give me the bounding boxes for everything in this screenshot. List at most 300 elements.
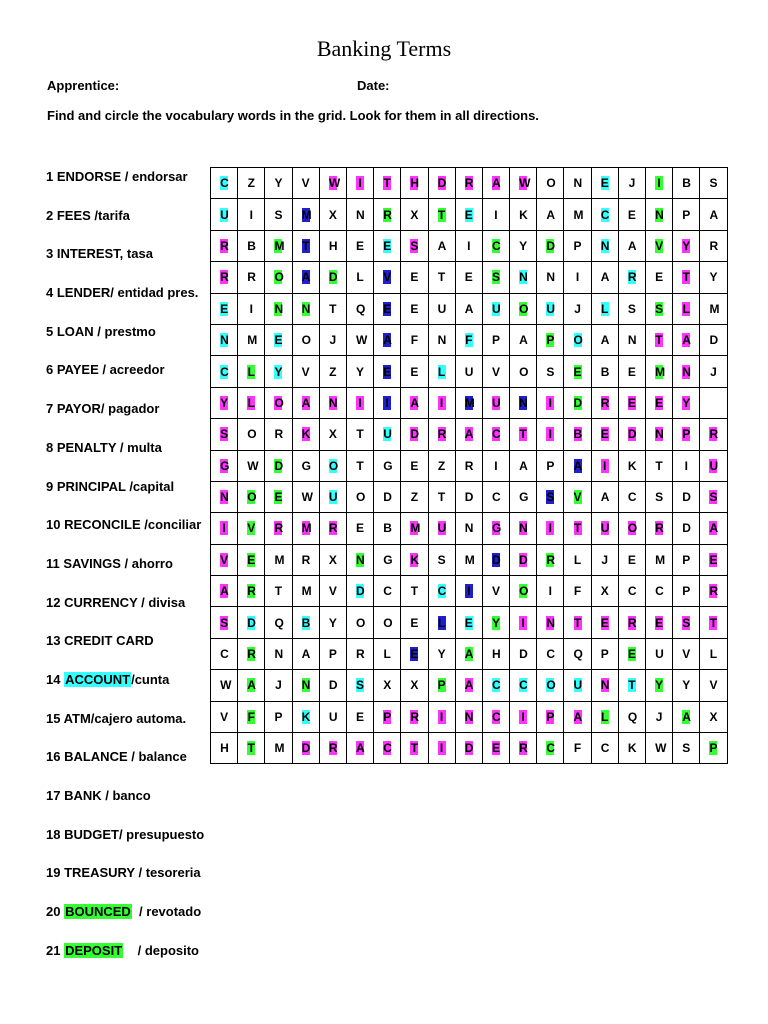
- grid-cell[interactable]: [211, 544, 238, 575]
- grid-cell[interactable]: [211, 356, 238, 387]
- grid-cell[interactable]: [292, 419, 319, 450]
- grid-cell[interactable]: [374, 670, 401, 701]
- grid-cell[interactable]: [238, 324, 265, 355]
- grid-cell[interactable]: [564, 701, 591, 732]
- grid-cell[interactable]: [564, 670, 591, 701]
- grid-cell[interactable]: [346, 576, 373, 607]
- grid-cell[interactable]: [455, 450, 482, 481]
- grid-cell[interactable]: [700, 324, 727, 355]
- grid-cell[interactable]: [401, 387, 428, 418]
- grid-cell[interactable]: [618, 670, 645, 701]
- grid-cell[interactable]: [211, 387, 238, 418]
- grid-cell[interactable]: [618, 387, 645, 418]
- grid-cell[interactable]: [211, 230, 238, 261]
- grid-cell[interactable]: [700, 356, 727, 387]
- grid-cell[interactable]: [319, 450, 346, 481]
- grid-cell[interactable]: [292, 513, 319, 544]
- grid-cell[interactable]: [591, 701, 618, 732]
- grid-cell[interactable]: [482, 450, 509, 481]
- grid-cell[interactable]: [428, 168, 455, 199]
- grid-cell[interactable]: [265, 324, 292, 355]
- grid-cell[interactable]: [537, 450, 564, 481]
- grid-cell[interactable]: [564, 733, 591, 764]
- grid-cell[interactable]: [482, 324, 509, 355]
- grid-cell[interactable]: [292, 199, 319, 230]
- grid-cell[interactable]: [564, 293, 591, 324]
- grid-cell[interactable]: [455, 670, 482, 701]
- grid-cell[interactable]: [646, 324, 673, 355]
- grid-cell[interactable]: [646, 293, 673, 324]
- grid-cell[interactable]: [292, 356, 319, 387]
- grid-cell[interactable]: [646, 387, 673, 418]
- grid-cell[interactable]: [700, 168, 727, 199]
- grid-cell[interactable]: [211, 419, 238, 450]
- grid-cell[interactable]: [510, 293, 537, 324]
- grid-cell[interactable]: [510, 638, 537, 669]
- grid-cell[interactable]: [292, 293, 319, 324]
- grid-cell[interactable]: [401, 324, 428, 355]
- grid-cell[interactable]: [482, 262, 509, 293]
- grid-cell[interactable]: [238, 356, 265, 387]
- grid-cell[interactable]: [646, 419, 673, 450]
- grid-cell[interactable]: [510, 450, 537, 481]
- grid-cell[interactable]: [482, 481, 509, 512]
- grid-cell[interactable]: [455, 701, 482, 732]
- grid-cell[interactable]: [564, 513, 591, 544]
- grid-cell[interactable]: [646, 199, 673, 230]
- grid-cell[interactable]: [455, 199, 482, 230]
- grid-cell[interactable]: [591, 544, 618, 575]
- grid-cell[interactable]: [510, 230, 537, 261]
- grid-cell[interactable]: [591, 199, 618, 230]
- grid-cell[interactable]: [319, 324, 346, 355]
- grid-cell[interactable]: [346, 262, 373, 293]
- grid-cell[interactable]: [211, 701, 238, 732]
- grid-cell[interactable]: [564, 168, 591, 199]
- grid-cell[interactable]: [673, 670, 700, 701]
- grid-cell[interactable]: [537, 387, 564, 418]
- grid-cell[interactable]: [211, 670, 238, 701]
- grid-cell[interactable]: [265, 638, 292, 669]
- grid-cell[interactable]: [292, 450, 319, 481]
- grid-cell[interactable]: [401, 576, 428, 607]
- grid-cell[interactable]: [673, 576, 700, 607]
- grid-cell[interactable]: [455, 230, 482, 261]
- grid-cell[interactable]: [265, 576, 292, 607]
- grid-cell[interactable]: [265, 544, 292, 575]
- grid-cell[interactable]: [346, 701, 373, 732]
- grid-cell[interactable]: [510, 733, 537, 764]
- grid-cell[interactable]: [265, 262, 292, 293]
- grid-cell[interactable]: [510, 701, 537, 732]
- grid-cell[interactable]: [428, 324, 455, 355]
- grid-cell[interactable]: [673, 701, 700, 732]
- grid-cell[interactable]: [510, 607, 537, 638]
- grid-cell[interactable]: [265, 701, 292, 732]
- grid-cell[interactable]: [618, 262, 645, 293]
- grid-cell[interactable]: [537, 513, 564, 544]
- grid-cell[interactable]: [673, 230, 700, 261]
- grid-cell[interactable]: [618, 701, 645, 732]
- grid-cell[interactable]: [564, 324, 591, 355]
- grid-cell[interactable]: [618, 638, 645, 669]
- grid-cell[interactable]: [401, 199, 428, 230]
- grid-cell[interactable]: [618, 513, 645, 544]
- grid-cell[interactable]: [346, 356, 373, 387]
- grid-cell[interactable]: [564, 450, 591, 481]
- grid-cell[interactable]: [673, 168, 700, 199]
- grid-cell[interactable]: [646, 450, 673, 481]
- grid-cell[interactable]: [319, 419, 346, 450]
- grid-cell[interactable]: [374, 168, 401, 199]
- grid-cell[interactable]: [510, 670, 537, 701]
- grid-cell[interactable]: [346, 481, 373, 512]
- grid-cell[interactable]: [346, 670, 373, 701]
- grid-cell[interactable]: [319, 576, 346, 607]
- grid-cell[interactable]: [428, 638, 455, 669]
- grid-cell[interactable]: [564, 544, 591, 575]
- grid-cell[interactable]: [211, 199, 238, 230]
- grid-cell[interactable]: [238, 481, 265, 512]
- grid-cell[interactable]: [292, 262, 319, 293]
- grid-cell[interactable]: [455, 324, 482, 355]
- grid-cell[interactable]: [319, 701, 346, 732]
- grid-cell[interactable]: [673, 199, 700, 230]
- grid-cell[interactable]: [591, 670, 618, 701]
- grid-cell[interactable]: [455, 168, 482, 199]
- grid-cell[interactable]: [374, 262, 401, 293]
- grid-cell[interactable]: [238, 199, 265, 230]
- grid-cell[interactable]: [319, 293, 346, 324]
- grid-cell[interactable]: [265, 607, 292, 638]
- grid-cell[interactable]: [319, 168, 346, 199]
- grid-cell[interactable]: [591, 419, 618, 450]
- grid-cell[interactable]: [428, 481, 455, 512]
- grid-cell[interactable]: [482, 576, 509, 607]
- grid-cell[interactable]: [238, 168, 265, 199]
- grid-cell[interactable]: [428, 356, 455, 387]
- grid-cell[interactable]: [673, 387, 700, 418]
- grid-cell[interactable]: [211, 733, 238, 764]
- grid-cell[interactable]: [428, 419, 455, 450]
- grid-cell[interactable]: [510, 324, 537, 355]
- grid-cell[interactable]: [292, 168, 319, 199]
- grid-cell[interactable]: [319, 262, 346, 293]
- grid-cell[interactable]: [482, 513, 509, 544]
- grid-cell[interactable]: [211, 576, 238, 607]
- grid-cell[interactable]: [238, 293, 265, 324]
- grid-cell[interactable]: [428, 607, 455, 638]
- grid-cell[interactable]: [374, 419, 401, 450]
- grid-cell[interactable]: [346, 230, 373, 261]
- grid-cell[interactable]: [700, 544, 727, 575]
- grid-cell[interactable]: [700, 293, 727, 324]
- grid-cell[interactable]: [537, 168, 564, 199]
- grid-cell[interactable]: [292, 701, 319, 732]
- grid-cell[interactable]: [292, 387, 319, 418]
- grid-cell[interactable]: [537, 481, 564, 512]
- grid-cell[interactable]: [564, 356, 591, 387]
- grid-cell[interactable]: [618, 230, 645, 261]
- grid-cell[interactable]: [428, 701, 455, 732]
- grid-cell[interactable]: [482, 733, 509, 764]
- grid-cell[interactable]: [455, 607, 482, 638]
- grid-cell[interactable]: [211, 638, 238, 669]
- grid-cell[interactable]: [591, 230, 618, 261]
- grid-cell[interactable]: [646, 513, 673, 544]
- grid-cell[interactable]: [238, 230, 265, 261]
- grid-cell[interactable]: [401, 293, 428, 324]
- grid-cell[interactable]: [618, 450, 645, 481]
- grid-cell[interactable]: [564, 419, 591, 450]
- grid-cell[interactable]: [700, 419, 727, 450]
- grid-cell[interactable]: [673, 293, 700, 324]
- grid-cell[interactable]: [428, 733, 455, 764]
- grid-cell[interactable]: [591, 324, 618, 355]
- grid-cell[interactable]: [618, 544, 645, 575]
- grid-cell[interactable]: [319, 670, 346, 701]
- grid-cell[interactable]: [700, 701, 727, 732]
- grid-cell[interactable]: [510, 544, 537, 575]
- grid-cell[interactable]: [646, 607, 673, 638]
- grid-cell[interactable]: [428, 262, 455, 293]
- grid-cell[interactable]: [673, 513, 700, 544]
- grid-cell[interactable]: [238, 419, 265, 450]
- grid-cell[interactable]: [482, 356, 509, 387]
- grid-cell[interactable]: [455, 262, 482, 293]
- grid-cell[interactable]: [537, 324, 564, 355]
- grid-cell[interactable]: [646, 356, 673, 387]
- grid-cell[interactable]: [374, 638, 401, 669]
- grid-cell[interactable]: [265, 733, 292, 764]
- grid-cell[interactable]: [401, 607, 428, 638]
- grid-cell[interactable]: [618, 356, 645, 387]
- grid-cell[interactable]: [374, 513, 401, 544]
- grid-cell[interactable]: [700, 199, 727, 230]
- grid-cell[interactable]: [211, 481, 238, 512]
- grid-cell[interactable]: [591, 513, 618, 544]
- grid-cell[interactable]: [482, 701, 509, 732]
- grid-cell[interactable]: [374, 481, 401, 512]
- grid-cell[interactable]: [510, 262, 537, 293]
- grid-cell[interactable]: [374, 387, 401, 418]
- grid-cell[interactable]: [482, 607, 509, 638]
- grid-cell[interactable]: [618, 481, 645, 512]
- grid-cell[interactable]: [537, 356, 564, 387]
- grid-cell[interactable]: [346, 199, 373, 230]
- grid-cell[interactable]: [564, 607, 591, 638]
- grid-cell[interactable]: [374, 607, 401, 638]
- grid-cell[interactable]: [455, 419, 482, 450]
- grid-cell[interactable]: [319, 230, 346, 261]
- grid-cell[interactable]: [700, 576, 727, 607]
- grid-cell[interactable]: [537, 419, 564, 450]
- grid-cell[interactable]: [211, 450, 238, 481]
- grid-cell[interactable]: [401, 701, 428, 732]
- grid-cell[interactable]: [673, 450, 700, 481]
- grid-cell[interactable]: [591, 607, 618, 638]
- grid-cell[interactable]: [618, 607, 645, 638]
- grid-cell[interactable]: [646, 701, 673, 732]
- grid-cell[interactable]: [646, 262, 673, 293]
- grid-cell[interactable]: [700, 733, 727, 764]
- grid-cell[interactable]: [346, 324, 373, 355]
- grid-cell[interactable]: [700, 262, 727, 293]
- grid-cell[interactable]: [455, 481, 482, 512]
- grid-cell[interactable]: [673, 607, 700, 638]
- grid-cell[interactable]: [428, 450, 455, 481]
- grid-cell[interactable]: [510, 481, 537, 512]
- grid-cell[interactable]: [673, 544, 700, 575]
- grid-cell[interactable]: [510, 168, 537, 199]
- grid-cell[interactable]: [537, 670, 564, 701]
- grid-cell[interactable]: [265, 230, 292, 261]
- grid-cell[interactable]: [428, 513, 455, 544]
- grid-cell[interactable]: [265, 168, 292, 199]
- grid-cell[interactable]: [537, 544, 564, 575]
- grid-cell[interactable]: [700, 513, 727, 544]
- grid-cell[interactable]: [428, 387, 455, 418]
- grid-cell[interactable]: [700, 670, 727, 701]
- grid-cell[interactable]: [455, 513, 482, 544]
- grid-cell[interactable]: [292, 607, 319, 638]
- grid-cell[interactable]: [591, 168, 618, 199]
- grid-cell[interactable]: [346, 450, 373, 481]
- grid-cell[interactable]: [319, 544, 346, 575]
- grid-cell[interactable]: [510, 356, 537, 387]
- grid-cell[interactable]: [700, 481, 727, 512]
- grid-cell[interactable]: [374, 324, 401, 355]
- grid-cell[interactable]: [646, 230, 673, 261]
- grid-cell[interactable]: [455, 387, 482, 418]
- grid-cell[interactable]: [374, 230, 401, 261]
- grid-cell[interactable]: [238, 450, 265, 481]
- grid-cell[interactable]: [401, 544, 428, 575]
- grid-cell[interactable]: [346, 544, 373, 575]
- grid-cell[interactable]: [292, 576, 319, 607]
- grid-cell[interactable]: [346, 168, 373, 199]
- grid-cell[interactable]: [265, 387, 292, 418]
- grid-cell[interactable]: [564, 387, 591, 418]
- grid-cell[interactable]: [374, 450, 401, 481]
- grid-cell[interactable]: [401, 419, 428, 450]
- grid-cell[interactable]: [591, 450, 618, 481]
- grid-cell[interactable]: [374, 733, 401, 764]
- grid-cell[interactable]: [428, 230, 455, 261]
- grid-cell[interactable]: [401, 513, 428, 544]
- grid-cell[interactable]: [211, 607, 238, 638]
- grid-cell[interactable]: [374, 544, 401, 575]
- grid-cell[interactable]: [319, 387, 346, 418]
- grid-cell[interactable]: [238, 387, 265, 418]
- grid-cell[interactable]: [510, 419, 537, 450]
- grid-cell[interactable]: [238, 513, 265, 544]
- grid-cell[interactable]: [700, 638, 727, 669]
- grid-cell[interactable]: [211, 168, 238, 199]
- grid-cell[interactable]: [374, 701, 401, 732]
- grid-cell[interactable]: [238, 262, 265, 293]
- grid-cell[interactable]: [618, 733, 645, 764]
- grid-cell[interactable]: [591, 356, 618, 387]
- grid-cell[interactable]: [482, 199, 509, 230]
- grid-cell[interactable]: [700, 450, 727, 481]
- grid-cell[interactable]: [591, 387, 618, 418]
- grid-cell[interactable]: [428, 544, 455, 575]
- grid-cell[interactable]: [700, 607, 727, 638]
- grid-cell[interactable]: [618, 419, 645, 450]
- grid-cell[interactable]: [346, 607, 373, 638]
- grid-cell[interactable]: [319, 356, 346, 387]
- grid-cell[interactable]: [537, 199, 564, 230]
- grid-cell[interactable]: [374, 199, 401, 230]
- grid-cell[interactable]: [211, 513, 238, 544]
- grid-cell[interactable]: [618, 168, 645, 199]
- grid-cell[interactable]: [319, 199, 346, 230]
- grid-cell[interactable]: [428, 670, 455, 701]
- grid-cell[interactable]: [292, 638, 319, 669]
- grid-cell[interactable]: [401, 733, 428, 764]
- grid-cell[interactable]: [319, 733, 346, 764]
- grid-cell[interactable]: [482, 544, 509, 575]
- grid-cell[interactable]: [537, 576, 564, 607]
- grid-cell[interactable]: [265, 199, 292, 230]
- grid-cell[interactable]: [482, 638, 509, 669]
- grid-cell[interactable]: [591, 638, 618, 669]
- grid-cell[interactable]: [537, 230, 564, 261]
- grid-cell[interactable]: [292, 324, 319, 355]
- grid-cell[interactable]: [265, 356, 292, 387]
- grid-cell[interactable]: [591, 576, 618, 607]
- grid-cell[interactable]: [537, 733, 564, 764]
- grid-cell[interactable]: [238, 607, 265, 638]
- grid-cell[interactable]: [346, 419, 373, 450]
- grid-cell[interactable]: [238, 733, 265, 764]
- grid-cell[interactable]: [510, 387, 537, 418]
- grid-cell[interactable]: [591, 293, 618, 324]
- grid-cell[interactable]: [482, 387, 509, 418]
- grid-cell[interactable]: [292, 670, 319, 701]
- grid-cell[interactable]: [564, 199, 591, 230]
- grid-cell[interactable]: [211, 293, 238, 324]
- grid-cell[interactable]: [319, 481, 346, 512]
- grid-cell[interactable]: [401, 230, 428, 261]
- grid-cell[interactable]: [346, 733, 373, 764]
- grid-cell[interactable]: [482, 419, 509, 450]
- grid-cell[interactable]: [482, 293, 509, 324]
- grid-cell[interactable]: [537, 701, 564, 732]
- grid-cell[interactable]: [673, 324, 700, 355]
- grid-cell[interactable]: [537, 262, 564, 293]
- grid-cell[interactable]: [564, 230, 591, 261]
- grid-cell[interactable]: [646, 576, 673, 607]
- grid-cell[interactable]: [265, 293, 292, 324]
- grid-cell[interactable]: [564, 262, 591, 293]
- grid-cell[interactable]: [537, 607, 564, 638]
- grid-cell[interactable]: [238, 544, 265, 575]
- grid-cell[interactable]: [537, 293, 564, 324]
- grid-cell[interactable]: [346, 638, 373, 669]
- grid-cell[interactable]: [265, 450, 292, 481]
- grid-cell[interactable]: [401, 262, 428, 293]
- grid-cell[interactable]: [510, 576, 537, 607]
- grid-cell[interactable]: [401, 481, 428, 512]
- grid-cell[interactable]: [673, 262, 700, 293]
- grid-cell[interactable]: [646, 638, 673, 669]
- grid-cell[interactable]: [618, 199, 645, 230]
- grid-cell[interactable]: [265, 670, 292, 701]
- grid-cell[interactable]: [700, 230, 727, 261]
- grid-cell[interactable]: [673, 419, 700, 450]
